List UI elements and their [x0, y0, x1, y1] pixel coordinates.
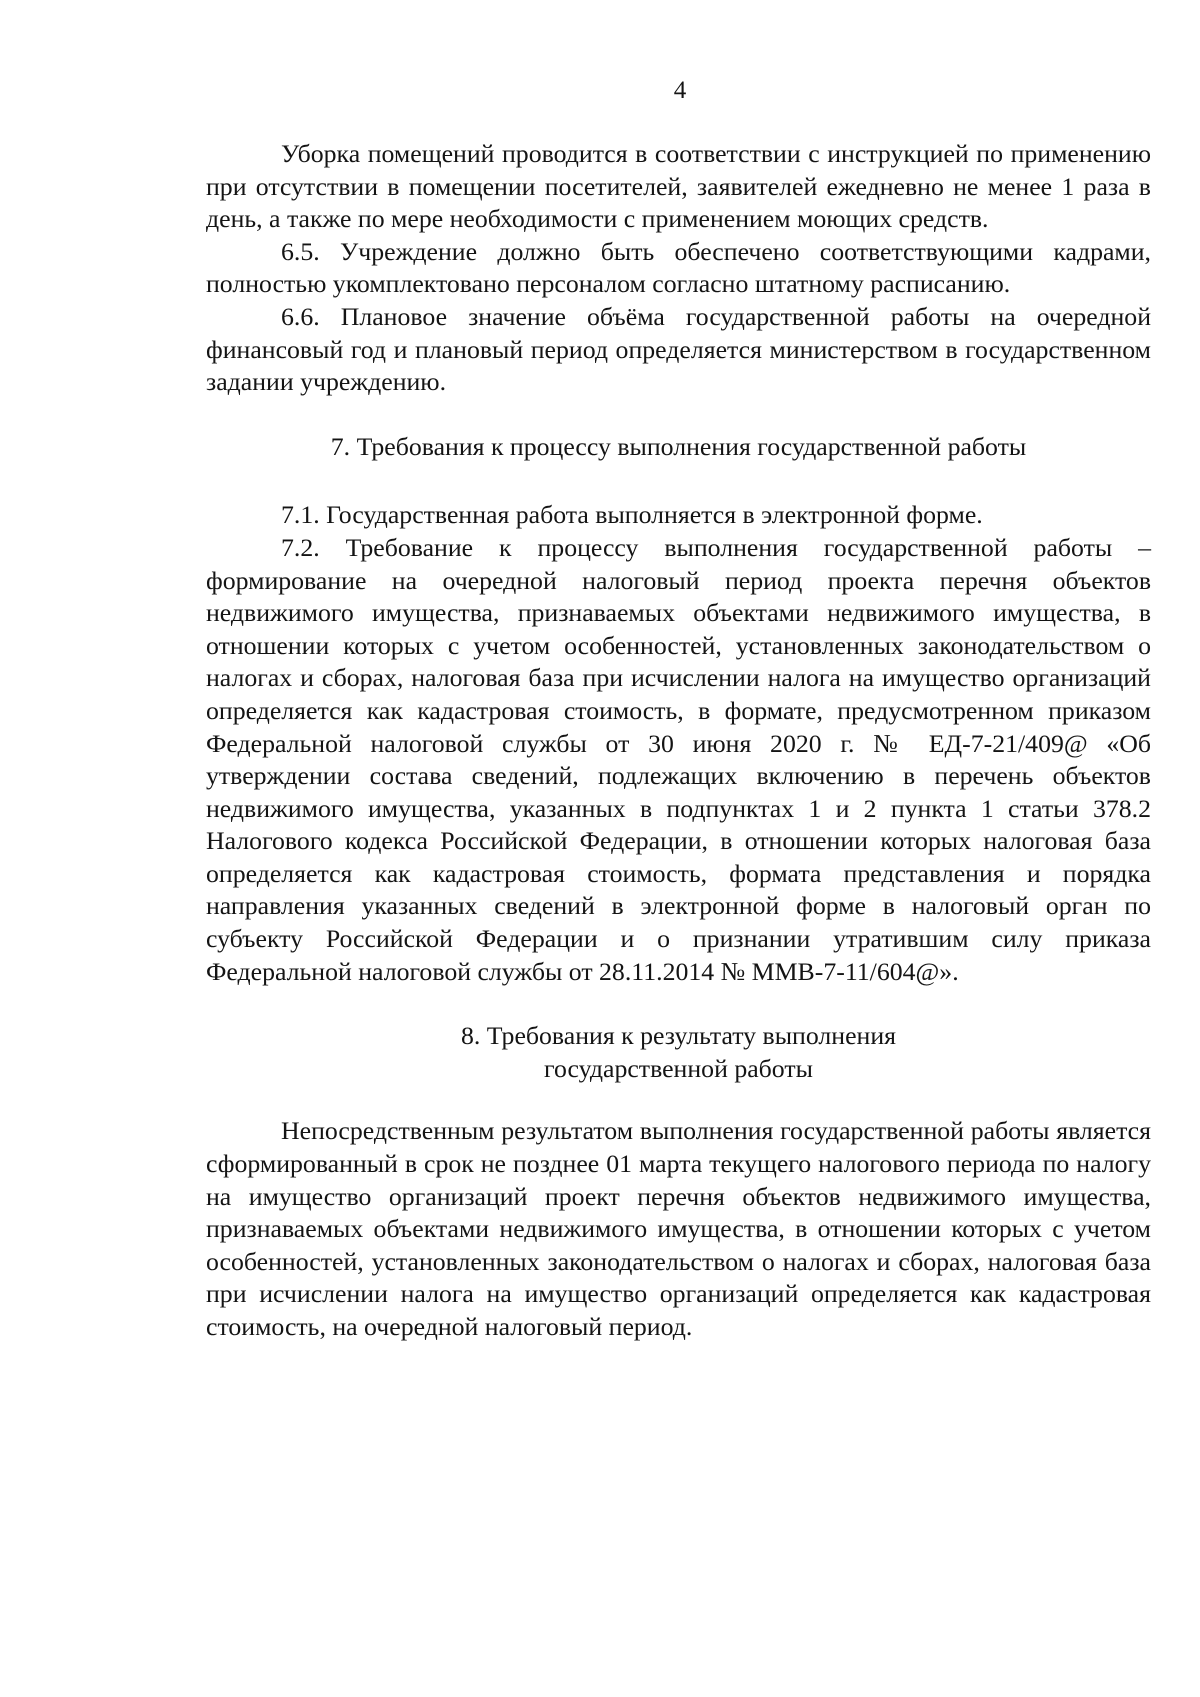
section-7-heading: 7. Требования к процессу выполнения государственной работы: [330, 431, 1027, 461]
section-8-heading-line-1: 8. Требования к результату выполнения: [460, 1021, 896, 1051]
document-body: [206, 138, 1151, 1344]
paragraph-cleaning: Уборка помещений проводится в соответствии с инструкцией по применению при отсутствии в помещении посетителей, заявителей ежедневно не менее 1 раза в день, а также по мере необходимости с применением моющих средств.: [206, 139, 1151, 234]
page-number: 4: [673, 77, 687, 104]
section-spacer: [206, 1085, 1151, 1115]
section-spacer: [206, 463, 1151, 499]
section-spacer: [206, 988, 1151, 1020]
paragraph-6-6: 6.6. Плановое значение объёма государственной работы на очередной финансовый год и плановый период определяется министерством в государственном задании учреждению.: [206, 301, 1151, 397]
paragraph-7-1: 7.1. Государственная работа выполняется в электронной форме.: [281, 500, 983, 530]
section-8-heading-line-2: государственной работы: [544, 1053, 813, 1083]
paragraph-7-2: 7.2. Требование к процессу выполнения государственной работы – формирование на очередной налоговый период проекта перечня объектов недвижимого имущества, признаваемых объектами недвижимого имущества, в отношении которых с учетом особенностей, установленных законодательством о налогах и сборах, налоговая база при исчислении налога на имущество организаций определяется как кадастровая стоимость, в формате, предусмотренном приказом Федеральной налоговой службы от 30 июня 2020 г. № ЕД-7-21/409@ «Об утверждении состава сведений, подлежащих включению в перечень объектов недвижимого имущества, указанных в подпунктах 1 и 2 пункта 1 статьи 378.2 Налогового кодекса Российской Федерации, в отношении которых налоговая база определяется как кадастровая стоимость, формата представления и порядка направления указанных сведений в электронной форме в налоговый орган по субъекту Российской Федерации и о признании утратившим силу приказа Федеральной налоговой службы от 28.11.2014 № ММВ-7-11/604@».: [206, 532, 1151, 986]
paragraph-8: Непосредственным результатом выполнения государственной работы является сформированный в срок не позднее 01 марта текущего налогового периода по налогу на имущество организаций проект перечня объектов недвижимого имущества, признаваемых объектами недвижимого имущества, в отношении которых с учетом особенностей, установленных законодательством о налогах и сборах, налоговая база при исчислении налога на имущество организаций определяется как кадастровая стоимость, на очередной налоговый период.: [206, 1116, 1151, 1341]
paragraph-6-5: 6.5. Учреждение должно быть обеспечено соответствующими кадрами, полностью укомплектовано персоналом согласно штатному расписанию.: [206, 236, 1151, 299]
section-spacer: [206, 399, 1151, 431]
